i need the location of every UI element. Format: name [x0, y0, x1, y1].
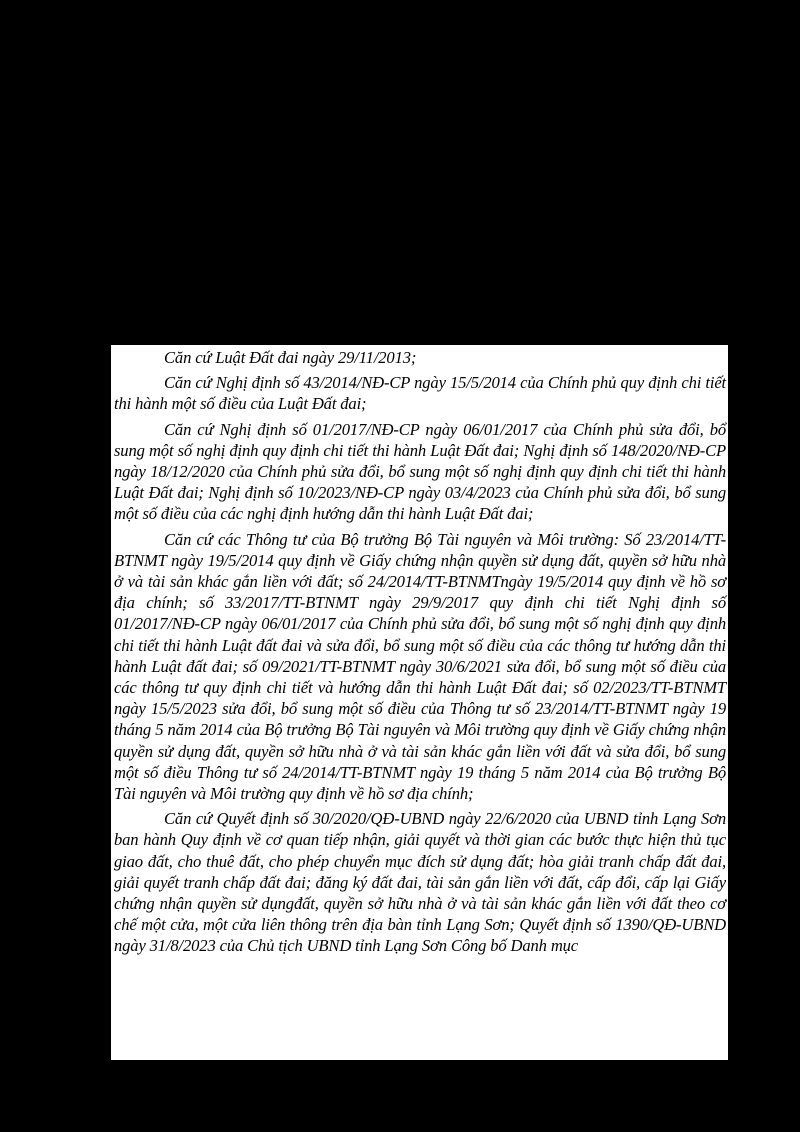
paragraph-legal-basis-decrees-amending: Căn cứ Nghị định số 01/2017/NĐ-CP ngày 06/01/2017 của Chính phủ sửa đổi, bổ sung một số nghị định quy định chi tiết thi hành Luật Đất đai; Nghị định số 148/2020/NĐ-CP ngày 18/12/2020 của Chính phủ sửa đổi, bổ sung một số nghị định quy định chi tiết thi hành Luật Đất đai; Nghị định số 10/2023/NĐ-CP ngày 03/4/2023 của Chính phủ sửa đổi, bổ sung một số điều của các nghị định hướng dẫn thi hành Luật Đất đai;	[114, 419, 726, 524]
document-page	[111, 345, 728, 1060]
paragraph-legal-basis-decree-43: Căn cứ Nghị định số 43/2014/NĐ-CP ngày 15/5/2014 của Chính phủ quy định chi tiết thi hành một số điều của Luật Đất đai;	[114, 373, 726, 414]
paragraph-legal-basis-circulars: Căn cứ các Thông tư của Bộ trưởng Bộ Tài nguyên và Môi trường: Số 23/2014/TT-BTNMT ngày 19/5/2014 quy định về Giấy chứng nhận quyền sử dụng đất, quyền sở hữu nhà ở và tài sản khác gắn liền với đất; số 24/2014/TT-BTNMTngày 19/5/2014 quy định về hồ sơ địa chính; số 33/2017/TT-BTNMT ngày 29/9/2017 quy định chi tiết Nghị định số 01/2017/NĐ-CP ngày 06/01/2017 của Chính phủ sửa đổi, bổ sung một số nghị định quy định chi tiết thi hành Luật đất đai và sửa đổi, bổ sung một số điều của các thông tư hướng dẫn thi hành Luật đất đai; số 09/2021/TT-BTNMT ngày 30/6/2021 sửa đổi, bổ sung một số điều của các thông tư quy định chi tiết và hướng dẫn thi hành Luật Đất đai; số 02/2023/TT-BTNMT ngày 15/5/2023 sửa đổi, bổ sung một số điều của Thông tư số 23/2014/TT-BTNMT ngày 19 tháng 5 năm 2014 của Bộ trưởng Bộ Tài nguyên và Môi trường quy định về Giấy chứng nhận quyền sử dụng đất, quyền sở hữu nhà ở và tài sản khác gắn liền với đất và sửa đổi, bổ sung một số điều Thông tư số 24/2014/TT-BTNMT ngày 19 tháng 5 năm 2014 của Bộ trưởng Bộ Tài nguyên và Môi trường quy định về hồ sơ địa chính;	[114, 529, 726, 804]
document-body	[114, 347, 726, 957]
paragraph-legal-basis-provincial-decisions: Căn cứ Quyết định số 30/2020/QĐ-UBND ngày 22/6/2020 của UBND tỉnh Lạng Sơn ban hành Quy định về cơ quan tiếp nhận, giải quyết và thời gian các bước thực hiện thủ tục giao đất, cho thuê đất, cho phép chuyển mục đích sử dụng đất; hòa giải tranh chấp đất đai, giải quyết tranh chấp đất đai; đăng ký đất đai, tài sản gắn liền với đất, cấp đổi, cấp lại Giấy chứng nhận quyền sử dụngđất, quyền sở hữu nhà ở và tài sản khác gắn liền với đất theo cơ chế một cửa, một cửa liên thông trên địa bàn tỉnh Lạng Sơn; Quyết định số 1390/QĐ-UBND ngày 31/8/2023 của Chủ tịch UBND tỉnh Lạng Sơn Công bố Danh mục	[114, 809, 726, 956]
paragraph-legal-basis-land-law: Căn cứ Luật Đất đai ngày 29/11/2013;	[164, 348, 417, 367]
